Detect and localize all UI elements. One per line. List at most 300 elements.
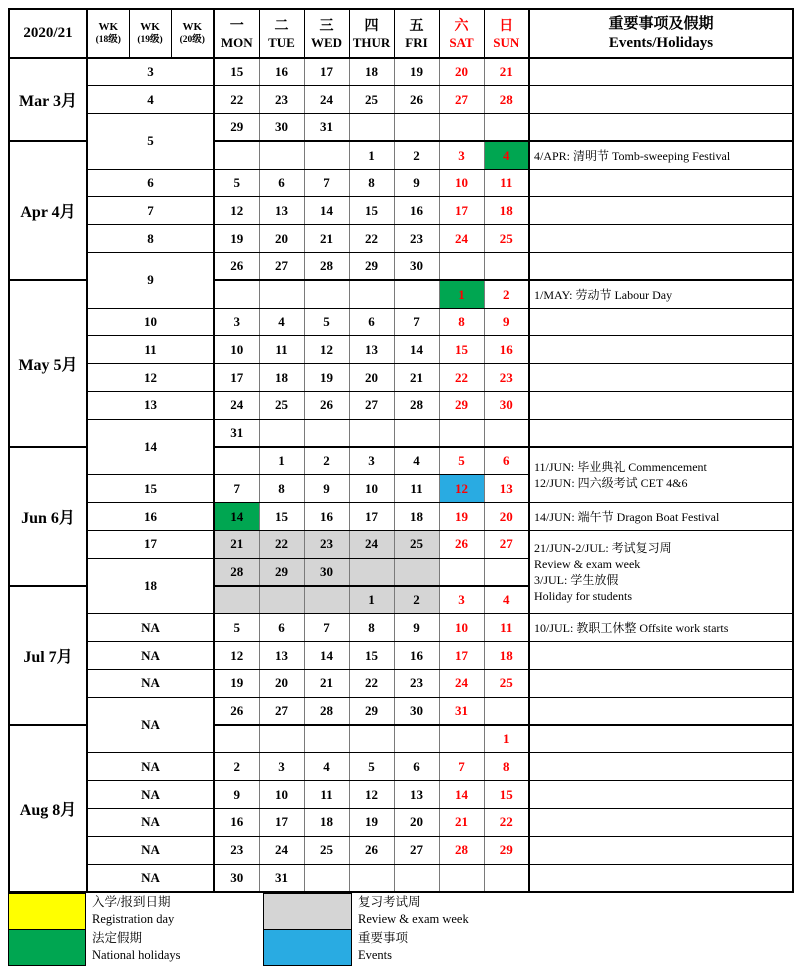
day-cell: 17	[439, 197, 484, 225]
day-cell: 4	[394, 447, 439, 475]
event-cell	[529, 141, 793, 169]
day-cell	[484, 697, 529, 725]
day-cell: 21	[439, 809, 484, 837]
day-cell: 6	[259, 614, 304, 642]
day-cell: 1	[349, 141, 394, 169]
day-cell: 28	[304, 697, 349, 725]
day-cell: 21	[304, 225, 349, 253]
day-cell	[349, 419, 394, 447]
day-cell: 27	[439, 86, 484, 114]
day-cell: 16	[214, 809, 259, 837]
event-cell	[529, 447, 793, 503]
day-cell: 27	[259, 697, 304, 725]
day-cell: 12	[349, 781, 394, 809]
legend-column	[263, 893, 792, 966]
week-number: 6	[87, 169, 214, 197]
day-cell	[304, 141, 349, 169]
day-cell	[259, 586, 304, 614]
event-text: Review & exam week	[534, 557, 641, 572]
week-number: 7	[87, 197, 214, 225]
wk-header-grade: (18级)	[95, 35, 121, 45]
day-cell: 20	[259, 225, 304, 253]
day-cell	[439, 114, 484, 142]
week-row	[9, 197, 793, 225]
day-cell: 29	[349, 253, 394, 281]
day-cell: 8	[349, 169, 394, 197]
day-cell: 13	[484, 475, 529, 503]
day-cell: 18	[349, 58, 394, 86]
event-cell	[529, 225, 793, 253]
month-label: Jun 6月	[9, 447, 87, 586]
day-cell: 24	[214, 392, 259, 420]
day-cell	[214, 586, 259, 614]
day-cell: 25	[349, 86, 394, 114]
week-number: NA	[87, 753, 214, 781]
day-cell	[214, 447, 259, 475]
legend-column	[8, 893, 263, 966]
legend-label	[86, 929, 181, 966]
day-cell: 31	[304, 114, 349, 142]
day-cell: 9	[214, 781, 259, 809]
week-row	[9, 308, 793, 336]
day-cell: 21	[214, 531, 259, 559]
day-cell: 20	[484, 503, 529, 531]
legend-label-en: National holidays	[92, 948, 181, 963]
week-row	[9, 614, 793, 642]
day-cell: 16	[259, 58, 304, 86]
day-cell: 25	[259, 392, 304, 420]
day-cell: 15	[214, 58, 259, 86]
day-cell: 2	[304, 447, 349, 475]
event-cell	[529, 697, 793, 725]
day-cell: 2	[484, 280, 529, 308]
day-cell: 17	[439, 642, 484, 670]
day-cell: 18	[484, 197, 529, 225]
day-cell: 15	[484, 781, 529, 809]
day-cell: 23	[394, 670, 439, 698]
day-cell: 23	[259, 86, 304, 114]
week-row	[9, 169, 793, 197]
day-cell: 14	[394, 336, 439, 364]
events-header-en: Events/Holidays	[608, 34, 714, 51]
event-cell	[529, 781, 793, 809]
event-cell	[529, 809, 793, 837]
day-cell: 23	[304, 531, 349, 559]
week-row	[9, 225, 793, 253]
week-row	[9, 670, 793, 698]
event-cell	[529, 197, 793, 225]
calendar-header	[9, 9, 793, 58]
event-cell	[529, 836, 793, 864]
event-text: 11/JUN: 毕业典礼 Commencement	[534, 460, 707, 475]
legend-label-cn: 入学/报到日期	[92, 895, 171, 910]
day-cell: 15	[259, 503, 304, 531]
day-cell	[439, 419, 484, 447]
legend-item	[263, 893, 792, 930]
day-cell: 11	[259, 336, 304, 364]
week-number: NA	[87, 864, 214, 892]
wk-header-grade: (19级)	[137, 35, 163, 45]
day-cell: 9	[304, 475, 349, 503]
week-row	[9, 642, 793, 670]
week-column-header	[171, 9, 214, 58]
day-cell	[484, 419, 529, 447]
day-cell: 29	[349, 697, 394, 725]
day-cell: 14	[304, 642, 349, 670]
day-cell: 27	[349, 392, 394, 420]
week-row	[9, 114, 793, 142]
event-cell	[529, 308, 793, 336]
legend-color-swatch	[8, 929, 86, 966]
day-cell	[214, 725, 259, 753]
event-text: 10/JUL: 教职工休整 Offsite work starts	[534, 620, 729, 635]
header-row	[9, 9, 793, 58]
day-cell: 29	[214, 114, 259, 142]
week-number: NA	[87, 670, 214, 698]
day-header-cn: 一	[229, 18, 244, 34]
day-cell: 4	[304, 753, 349, 781]
day-cell: 28	[394, 392, 439, 420]
day-header-en: WED	[310, 34, 343, 50]
day-cell	[259, 419, 304, 447]
wk-header-top: WK	[98, 21, 119, 33]
day-cell: 14	[214, 503, 259, 531]
day-cell: 31	[259, 864, 304, 892]
event-cell	[529, 58, 793, 86]
legend-label-en: Events	[358, 948, 393, 963]
day-cell: 1	[259, 447, 304, 475]
day-cell: 2	[394, 586, 439, 614]
day-cell: 2	[394, 141, 439, 169]
day-cell: 5	[349, 753, 394, 781]
week-row	[9, 836, 793, 864]
day-cell: 30	[259, 114, 304, 142]
day-cell: 20	[394, 809, 439, 837]
day-cell	[394, 864, 439, 892]
calendar-grid	[9, 58, 793, 892]
day-cell: 30	[214, 864, 259, 892]
day-header-en: SUN	[493, 34, 520, 50]
event-cell	[529, 253, 793, 281]
day-cell: 10	[259, 781, 304, 809]
week-row	[9, 364, 793, 392]
day-cell: 13	[259, 197, 304, 225]
day-cell: 17	[349, 503, 394, 531]
day-cell	[259, 141, 304, 169]
day-column-header	[214, 9, 259, 58]
day-cell	[394, 280, 439, 308]
day-cell: 11	[484, 614, 529, 642]
day-cell: 15	[349, 642, 394, 670]
week-column-header	[87, 9, 129, 58]
day-cell: 26	[394, 86, 439, 114]
day-cell: 23	[484, 364, 529, 392]
legend-label	[352, 929, 408, 966]
day-cell: 9	[394, 614, 439, 642]
week-number: 10	[87, 308, 214, 336]
day-cell: 22	[214, 86, 259, 114]
day-cell: 16	[394, 642, 439, 670]
day-cell	[484, 558, 529, 586]
event-cell	[529, 86, 793, 114]
event-cell	[529, 392, 793, 420]
day-cell: 31	[439, 697, 484, 725]
day-cell: 11	[484, 169, 529, 197]
day-column-header	[304, 9, 349, 58]
week-row	[9, 419, 793, 447]
day-cell: 3	[214, 308, 259, 336]
month-label: Apr 4月	[9, 141, 87, 280]
week-number: NA	[87, 809, 214, 837]
week-number: NA	[87, 781, 214, 809]
week-row	[9, 86, 793, 114]
week-row	[9, 531, 793, 559]
day-cell: 21	[304, 670, 349, 698]
week-number: 12	[87, 364, 214, 392]
day-cell: 10	[439, 169, 484, 197]
day-cell: 19	[214, 670, 259, 698]
day-cell: 4	[484, 141, 529, 169]
day-cell: 30	[484, 392, 529, 420]
day-cell: 12	[439, 475, 484, 503]
day-cell: 20	[439, 58, 484, 86]
day-cell	[394, 419, 439, 447]
day-cell: 29	[259, 558, 304, 586]
day-cell: 8	[484, 753, 529, 781]
event-cell	[529, 864, 793, 892]
day-cell	[484, 253, 529, 281]
day-cell: 23	[394, 225, 439, 253]
day-cell: 19	[214, 225, 259, 253]
event-cell	[529, 642, 793, 670]
events-column-header	[529, 9, 793, 58]
day-cell: 19	[304, 364, 349, 392]
day-cell: 31	[214, 419, 259, 447]
day-cell: 12	[214, 197, 259, 225]
week-row	[9, 253, 793, 281]
legend-label-cn: 重要事项	[358, 931, 409, 946]
day-cell: 24	[304, 86, 349, 114]
day-cell: 20	[259, 670, 304, 698]
day-cell: 16	[484, 336, 529, 364]
event-text: 21/JUN-2/JUL: 考试复习周	[534, 541, 672, 556]
day-cell	[439, 864, 484, 892]
day-header-cn: 四	[364, 18, 379, 34]
event-cell	[529, 614, 793, 642]
day-cell: 30	[394, 253, 439, 281]
legend-label-cn: 法定假期	[92, 931, 143, 946]
day-cell: 6	[259, 169, 304, 197]
day-cell: 4	[259, 308, 304, 336]
day-cell: 13	[394, 781, 439, 809]
event-text: 4/APR: 清明节 Tomb-sweeping Festival	[534, 148, 731, 163]
day-cell	[304, 419, 349, 447]
day-cell	[394, 558, 439, 586]
day-cell: 18	[259, 364, 304, 392]
day-cell: 5	[304, 308, 349, 336]
week-number: 17	[87, 531, 214, 559]
day-cell: 18	[304, 809, 349, 837]
week-number: NA	[87, 697, 214, 753]
day-cell: 26	[214, 697, 259, 725]
event-text: Holiday for students	[534, 589, 632, 604]
day-cell: 21	[484, 58, 529, 86]
day-cell: 7	[304, 169, 349, 197]
day-cell: 26	[439, 531, 484, 559]
day-cell: 28	[214, 558, 259, 586]
week-number: 18	[87, 558, 214, 614]
day-cell: 14	[304, 197, 349, 225]
week-number: NA	[87, 642, 214, 670]
event-text: 14/JUN: 端午节 Dragon Boat Festival	[534, 509, 720, 524]
day-cell: 28	[304, 253, 349, 281]
day-cell: 26	[304, 392, 349, 420]
day-cell: 15	[439, 336, 484, 364]
day-cell: 12	[214, 642, 259, 670]
day-header-cn: 三	[319, 18, 334, 34]
day-cell: 17	[259, 809, 304, 837]
week-number: NA	[87, 614, 214, 642]
day-cell: 17	[304, 58, 349, 86]
day-cell	[304, 586, 349, 614]
day-cell	[259, 725, 304, 753]
wk-header-top: WK	[140, 21, 160, 33]
day-cell: 25	[484, 225, 529, 253]
legend-item	[8, 929, 263, 966]
day-cell	[259, 280, 304, 308]
day-header-en: THUR	[352, 34, 391, 50]
day-column-header	[394, 9, 439, 58]
month-label: Mar 3月	[9, 58, 87, 141]
legend-item	[263, 929, 792, 966]
events-header-cn: 重要事项及假期	[608, 15, 714, 32]
day-cell	[214, 141, 259, 169]
day-cell	[439, 725, 484, 753]
week-row	[9, 392, 793, 420]
day-cell: 11	[304, 781, 349, 809]
week-row	[9, 864, 793, 892]
day-cell: 3	[259, 753, 304, 781]
day-cell: 5	[439, 447, 484, 475]
legend-color-swatch	[263, 893, 352, 930]
legend-label-en: Review & exam week	[358, 912, 469, 927]
day-header-en: FRI	[405, 34, 428, 50]
day-cell: 18	[484, 642, 529, 670]
day-cell: 10	[349, 475, 394, 503]
wk-header-grade: (20级)	[179, 35, 205, 45]
day-cell: 3	[349, 447, 394, 475]
day-header-cn: 五	[409, 18, 424, 34]
event-cell	[529, 364, 793, 392]
day-cell: 25	[394, 531, 439, 559]
day-cell: 25	[484, 670, 529, 698]
day-column-header	[439, 9, 484, 58]
legend-color-swatch	[263, 929, 352, 966]
day-cell: 3	[439, 141, 484, 169]
day-cell: 30	[304, 558, 349, 586]
day-cell: 8	[349, 614, 394, 642]
day-cell: 24	[259, 836, 304, 864]
day-cell	[439, 253, 484, 281]
week-row	[9, 697, 793, 725]
day-cell	[394, 725, 439, 753]
day-cell: 22	[439, 364, 484, 392]
day-cell: 5	[214, 614, 259, 642]
event-cell	[529, 336, 793, 364]
day-cell: 23	[214, 836, 259, 864]
day-cell: 17	[214, 364, 259, 392]
month-label: May 5月	[9, 280, 87, 447]
day-cell: 27	[394, 836, 439, 864]
day-cell: 1	[439, 280, 484, 308]
day-cell: 4	[484, 586, 529, 614]
day-cell: 19	[349, 809, 394, 837]
day-cell: 21	[394, 364, 439, 392]
day-cell: 6	[349, 308, 394, 336]
week-number: 16	[87, 503, 214, 531]
day-cell: 14	[439, 781, 484, 809]
event-cell	[529, 169, 793, 197]
week-number: 11	[87, 336, 214, 364]
event-text: 1/MAY: 劳动节 Labour Day	[534, 287, 673, 302]
day-header-cn: 六	[454, 18, 469, 34]
day-cell: 22	[349, 225, 394, 253]
day-cell: 8	[439, 308, 484, 336]
day-cell	[349, 280, 394, 308]
week-row	[9, 781, 793, 809]
day-cell: 13	[349, 336, 394, 364]
legend	[8, 893, 792, 966]
day-cell: 24	[439, 670, 484, 698]
legend-label	[86, 893, 174, 930]
day-cell: 29	[484, 836, 529, 864]
day-cell	[349, 558, 394, 586]
day-cell: 22	[484, 809, 529, 837]
day-cell: 20	[349, 364, 394, 392]
day-cell	[304, 864, 349, 892]
day-cell	[484, 864, 529, 892]
day-cell: 26	[349, 836, 394, 864]
day-header-en: MON	[220, 34, 253, 50]
week-number: 5	[87, 114, 214, 170]
week-row	[9, 503, 793, 531]
day-cell: 15	[349, 197, 394, 225]
day-cell: 26	[214, 253, 259, 281]
day-header-en: SAT	[449, 34, 474, 50]
day-cell	[304, 280, 349, 308]
day-cell: 8	[259, 475, 304, 503]
day-cell: 1	[349, 586, 394, 614]
day-cell: 16	[304, 503, 349, 531]
day-cell: 7	[214, 475, 259, 503]
event-cell	[529, 419, 793, 447]
week-row	[9, 809, 793, 837]
event-cell	[529, 280, 793, 308]
day-cell	[439, 558, 484, 586]
academic-calendar-table	[8, 8, 794, 893]
week-number: 13	[87, 392, 214, 420]
legend-label	[352, 893, 469, 930]
day-column-header	[484, 9, 529, 58]
event-text: 3/JUL: 学生放假	[534, 573, 619, 588]
week-number: 8	[87, 225, 214, 253]
day-cell: 16	[394, 197, 439, 225]
week-row	[9, 58, 793, 86]
day-cell: 7	[304, 614, 349, 642]
day-cell: 6	[484, 447, 529, 475]
year-label: 2020/21	[9, 9, 87, 58]
month-label: Aug 8月	[9, 725, 87, 892]
